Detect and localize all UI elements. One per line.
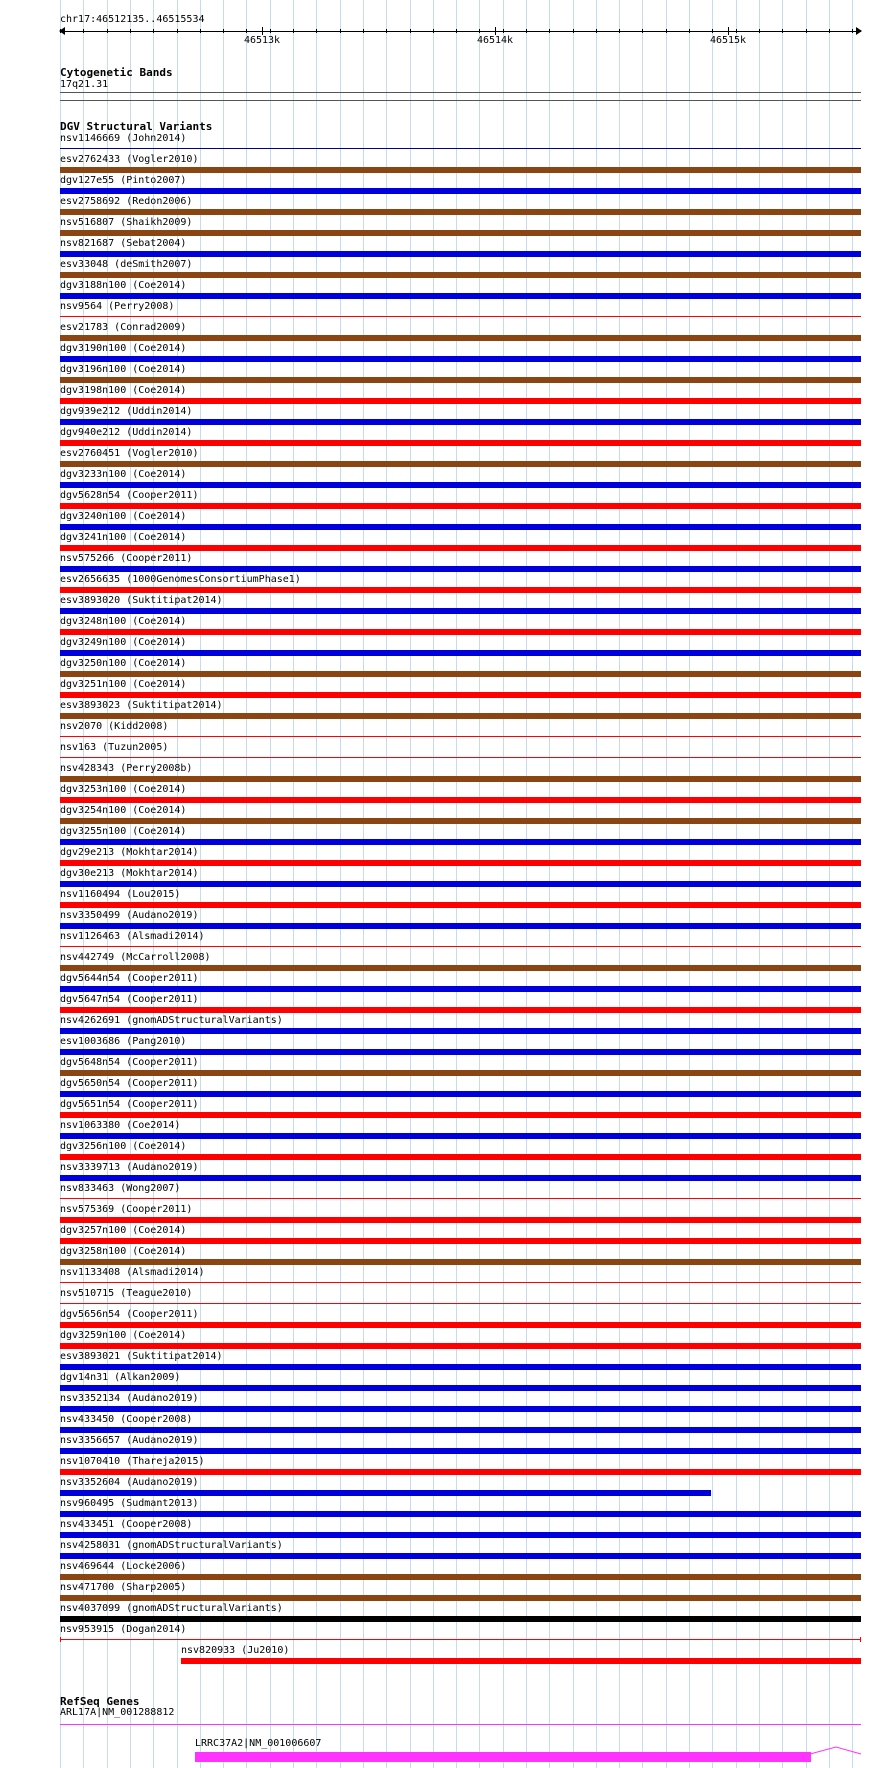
feature-label[interactable]: esv21783 (Conrad2009) [60,322,187,333]
feature-bar[interactable] [60,440,861,446]
ruler-major-tick [728,27,729,35]
feature-label[interactable]: nsv1160494 (Lou2015) [60,889,181,900]
feature-bar[interactable] [60,776,861,782]
feature-label[interactable]: nsv3339713 (Audano2019) [60,1162,199,1173]
feature-bar[interactable] [60,1616,861,1622]
gene-label[interactable]: LRRC37A2|NM_001006607 [195,1738,322,1749]
feature-label[interactable]: nsv960495 (Sudmant2013) [60,1498,199,1509]
feature-bar[interactable] [60,650,861,656]
feature-label[interactable]: nsv9564 (Perry2008) [60,301,175,312]
ruler-tick-label: 46515k [709,35,747,46]
feature-bar[interactable] [60,148,861,149]
feature-label[interactable]: esv2762433 (Vogler2010) [60,154,199,165]
feature-bar[interactable] [60,566,861,572]
feature-label[interactable]: nsv4037099 (gnomADStructuralVariants) [60,1603,283,1614]
cytobands-track-title: Cytogenetic Bands [60,66,173,79]
ruler-major-tick [262,27,263,35]
feature-label[interactable]: dgv940e212 (Uddin2014) [60,427,193,438]
feature-label[interactable]: nsv833463 (Wong2007) [60,1183,181,1194]
feature-label[interactable]: dgv14n31 (Alkan2009) [60,1372,181,1383]
dgv-track-title: DGV Structural Variants [60,120,213,133]
feature-bar[interactable] [60,1553,861,1559]
feature-bar[interactable] [60,1259,861,1265]
feature-bar[interactable] [60,1049,861,1055]
feature-bar[interactable] [60,1070,861,1076]
ruler-tick [433,29,434,33]
ruler-tick-label: 46514k [476,35,514,46]
feature-bar[interactable] [60,736,861,737]
feature-bar[interactable] [60,1175,861,1181]
ruler-tick [83,29,84,33]
feature-label[interactable]: esv3893020 (Suktitipat2014) [60,595,223,606]
ruler-line [60,31,861,32]
feature-bar[interactable] [60,503,861,509]
feature-label[interactable]: dgv3257n100 (Coe2014) [60,1225,187,1236]
ruler-tick [619,29,620,33]
feature-label[interactable]: dgv5656n54 (Cooper2011) [60,1309,199,1320]
feature-bar[interactable] [60,1303,861,1304]
feature-bar[interactable] [60,1282,861,1283]
feature-label[interactable]: nsv433451 (Cooper2008) [60,1519,193,1530]
feature-label[interactable]: esv3893023 (Suktitipat2014) [60,700,223,711]
feature-bar[interactable] [60,757,861,758]
feature-label[interactable]: esv3893021 (Suktitipat2014) [60,1351,223,1362]
feature-label[interactable]: esv2758692 (Redon2006) [60,196,193,207]
feature-label[interactable]: nsv3356657 (Audano2019) [60,1435,199,1446]
feature-label[interactable]: nsv3350499 (Audano2019) [60,910,199,921]
feature-label[interactable]: dgv3250n100 (Coe2014) [60,658,187,669]
feature-label[interactable]: esv33048 (deSmith2007) [60,259,193,270]
ruler-tick [153,29,154,33]
ruler-tick [782,29,783,33]
ruler-tick [503,29,504,33]
feature-bar[interactable] [60,797,861,803]
feature-bar[interactable] [60,1574,861,1580]
feature-bar[interactable] [60,1427,861,1433]
feature-label[interactable]: nsv4258031 (gnomADStructuralVariants) [60,1540,283,1551]
feature-label[interactable]: nsv575369 (Cooper2011) [60,1204,193,1215]
ruler-tick [316,29,317,33]
feature-bar[interactable] [60,1469,861,1475]
feature-bar[interactable] [181,1658,861,1664]
feature-bar[interactable] [60,419,861,425]
ruler-tick [526,29,527,33]
feature-label[interactable]: dgv939e212 (Uddin2014) [60,406,193,417]
feature-bar[interactable] [60,608,861,614]
ruler-tick [386,29,387,33]
feature-bar[interactable] [60,1511,861,1517]
feature-bar[interactable] [60,1238,861,1244]
feature-label[interactable]: nsv1070410 (Thareja2015) [60,1456,205,1467]
gene-label[interactable]: ARL17A|NM_001288812 [60,1707,175,1718]
feature-bar[interactable] [60,272,861,278]
feature-label[interactable]: nsv510715 (Teague2010) [60,1288,193,1299]
ruler-tick [60,29,61,33]
ruler-tick [293,29,294,33]
feature-label[interactable]: dgv3233n100 (Coe2014) [60,469,187,480]
ruler-tick [666,29,667,33]
ruler-tick [806,29,807,33]
feature-label[interactable]: dgv5628n54 (Cooper2011) [60,490,199,501]
ruler-tick [573,29,574,33]
feature-label[interactable]: nsv1063380 (Coe2014) [60,1120,181,1131]
feature-label[interactable]: nsv821687 (Sebat2004) [60,238,187,249]
feature-bar[interactable] [60,398,861,404]
ruler-tick [759,29,760,33]
feature-label[interactable]: nsv471700 (Sharp2005) [60,1582,187,1593]
feature-label[interactable]: dgv3255n100 (Coe2014) [60,826,187,837]
feature-label[interactable]: dgv3198n100 (Coe2014) [60,385,187,396]
feature-bar[interactable] [60,1112,861,1118]
feature-label[interactable]: nsv469644 (Locke2006) [60,1561,187,1572]
feature-label[interactable]: dgv5650n54 (Cooper2011) [60,1078,199,1089]
feature-bar[interactable] [60,1595,861,1601]
cytoband-label[interactable]: 17q21.31 [60,79,109,90]
feature-label[interactable]: nsv516807 (Shaikh2009) [60,217,193,228]
feature-bar[interactable] [60,1448,861,1454]
feature-label[interactable]: esv2760451 (Vogler2010) [60,448,199,459]
feature-bar[interactable] [60,1198,861,1199]
ruler-tick [596,29,597,33]
feature-bar[interactable] [60,818,861,824]
ruler-tick [410,29,411,33]
feature-bar[interactable] [60,461,861,467]
feature-label[interactable]: nsv163 (Tuzun2005) [60,742,169,753]
ruler-tick [363,29,364,33]
ruler-major-tick [495,27,496,35]
feature-bar[interactable] [60,209,861,215]
feature-bar[interactable] [60,251,861,257]
feature-bar[interactable] [60,629,861,635]
feature-bar[interactable] [60,1532,861,1538]
ruler-tick [852,29,853,33]
ruler-tick [689,29,690,33]
feature-label[interactable]: nsv575266 (Cooper2011) [60,553,193,564]
ruler-tick [340,29,341,33]
feature-bar[interactable] [60,230,861,236]
feature-label[interactable]: nsv3352604 (Audano2019) [60,1477,199,1488]
cytoband-bar[interactable] [60,100,861,101]
feature-label[interactable]: nsv3352134 (Audano2019) [60,1393,199,1404]
feature-label[interactable]: nsv1133408 (Alsmadi2014) [60,1267,205,1278]
ruler-tick [107,29,108,33]
ruler-tick [456,29,457,33]
feature-bar[interactable] [60,1364,861,1370]
feature-bar[interactable] [60,1154,861,1160]
feature-label[interactable]: esv1003686 (Pang2010) [60,1036,187,1047]
ruler-tick [223,29,224,33]
feature-bar[interactable] [60,1028,861,1034]
feature-bar[interactable] [60,1322,861,1328]
feature-label[interactable]: nsv4262691 (gnomADStructuralVariants) [60,1015,283,1026]
feature-bar[interactable] [60,1343,861,1349]
feature-label[interactable]: dgv127e55 (Pinto2007) [60,175,187,186]
feature-bar[interactable] [60,986,861,992]
feature-bar[interactable] [60,377,861,383]
feature-label[interactable]: dgv3196n100 (Coe2014) [60,364,187,375]
feature-endcap [60,1637,61,1642]
ruler-tick [736,29,737,33]
refseq-track-title: RefSeq Genes [60,1695,140,1708]
feature-label[interactable]: dgv5644n54 (Cooper2011) [60,973,199,984]
feature-label[interactable]: nsv953915 (Dogan2014) [60,1624,187,1635]
ruler-tick [549,29,550,33]
feature-bar[interactable] [60,881,861,887]
feature-bar[interactable] [60,965,861,971]
feature-label[interactable]: dgv3248n100 (Coe2014) [60,616,187,627]
location-label: chr17:46512135..46515534 [60,14,205,25]
ruler-tick [712,29,713,33]
feature-bar[interactable] [60,946,861,947]
feature-label[interactable]: dgv3253n100 (Coe2014) [60,784,187,795]
feature-bar[interactable] [60,923,861,929]
gene-intron-line[interactable] [60,1724,861,1725]
feature-bar[interactable] [60,1406,861,1412]
feature-bar[interactable] [60,671,861,677]
feature-label[interactable]: dgv5647n54 (Cooper2011) [60,994,199,1005]
feature-label[interactable]: nsv2070 (Kidd2008) [60,721,169,732]
feature-bar[interactable] [60,188,861,194]
feature-label[interactable]: dgv3188n100 (Coe2014) [60,280,187,291]
feature-label[interactable]: dgv3240n100 (Coe2014) [60,511,187,522]
ruler-tick [246,29,247,33]
feature-bar[interactable] [60,1490,711,1496]
feature-bar[interactable] [60,482,861,488]
feature-label[interactable]: nsv433450 (Cooper2008) [60,1414,193,1425]
feature-bar[interactable] [60,1385,861,1391]
feature-bar[interactable] [60,860,861,866]
feature-label[interactable]: dgv3258n100 (Coe2014) [60,1246,187,1257]
feature-label[interactable]: esv2656635 (1000GenomesConsortiumPhase1) [60,574,301,585]
ruler-tick [200,29,201,33]
feature-bar[interactable] [60,587,861,593]
ruler-right-arrow-icon[interactable] [856,27,862,35]
feature-label[interactable]: dgv30e213 (Mokhtar2014) [60,868,199,879]
gene-exon[interactable] [195,1752,811,1762]
feature-bar[interactable] [60,545,861,551]
gene-intron-connector [810,1746,862,1762]
feature-bar[interactable] [60,692,861,698]
feature-label[interactable]: dgv3251n100 (Coe2014) [60,679,187,690]
feature-bar[interactable] [60,524,861,530]
feature-label[interactable]: nsv1146669 (John2014) [60,133,187,144]
feature-label[interactable]: nsv1126463 (Alsmadi2014) [60,931,205,942]
feature-label[interactable]: dgv3254n100 (Coe2014) [60,805,187,816]
feature-bar[interactable] [60,902,861,908]
ruler-tick [130,29,131,33]
feature-bar[interactable] [60,1007,861,1013]
feature-bar[interactable] [60,1133,861,1139]
ruler-tick [479,29,480,33]
cytoband-bar[interactable] [60,92,861,93]
ruler-tick [177,29,178,33]
feature-endcap [860,1637,861,1642]
feature-bar[interactable] [60,1217,861,1223]
feature-bar[interactable] [60,713,861,719]
feature-bar[interactable] [60,1091,861,1097]
feature-bar[interactable] [60,293,861,299]
feature-label[interactable]: nsv820933 (Ju2010) [181,1645,290,1656]
feature-bar[interactable] [60,335,861,341]
feature-label[interactable]: dgv3190n100 (Coe2014) [60,343,187,354]
feature-bar[interactable] [60,1639,861,1640]
feature-label[interactable]: nsv442749 (McCarroll2008) [60,952,211,963]
feature-label[interactable]: nsv428343 (Perry2008b) [60,763,193,774]
ruler-tick [270,29,271,33]
feature-bar[interactable] [60,167,861,173]
feature-bar[interactable] [60,356,861,362]
feature-bar[interactable] [60,839,861,845]
feature-label[interactable]: dgv3256n100 (Coe2014) [60,1141,187,1152]
feature-label[interactable]: dgv5651n54 (Cooper2011) [60,1099,199,1110]
ruler-tick [642,29,643,33]
feature-label[interactable]: dgv5648n54 (Cooper2011) [60,1057,199,1068]
feature-bar[interactable] [60,316,861,317]
ruler-tick [829,29,830,33]
feature-label[interactable]: dgv3241n100 (Coe2014) [60,532,187,543]
feature-label[interactable]: dgv3249n100 (Coe2014) [60,637,187,648]
ruler-tick-label: 46513k [243,35,281,46]
feature-label[interactable]: dgv29e213 (Mokhtar2014) [60,847,199,858]
feature-label[interactable]: dgv3259n100 (Coe2014) [60,1330,187,1341]
